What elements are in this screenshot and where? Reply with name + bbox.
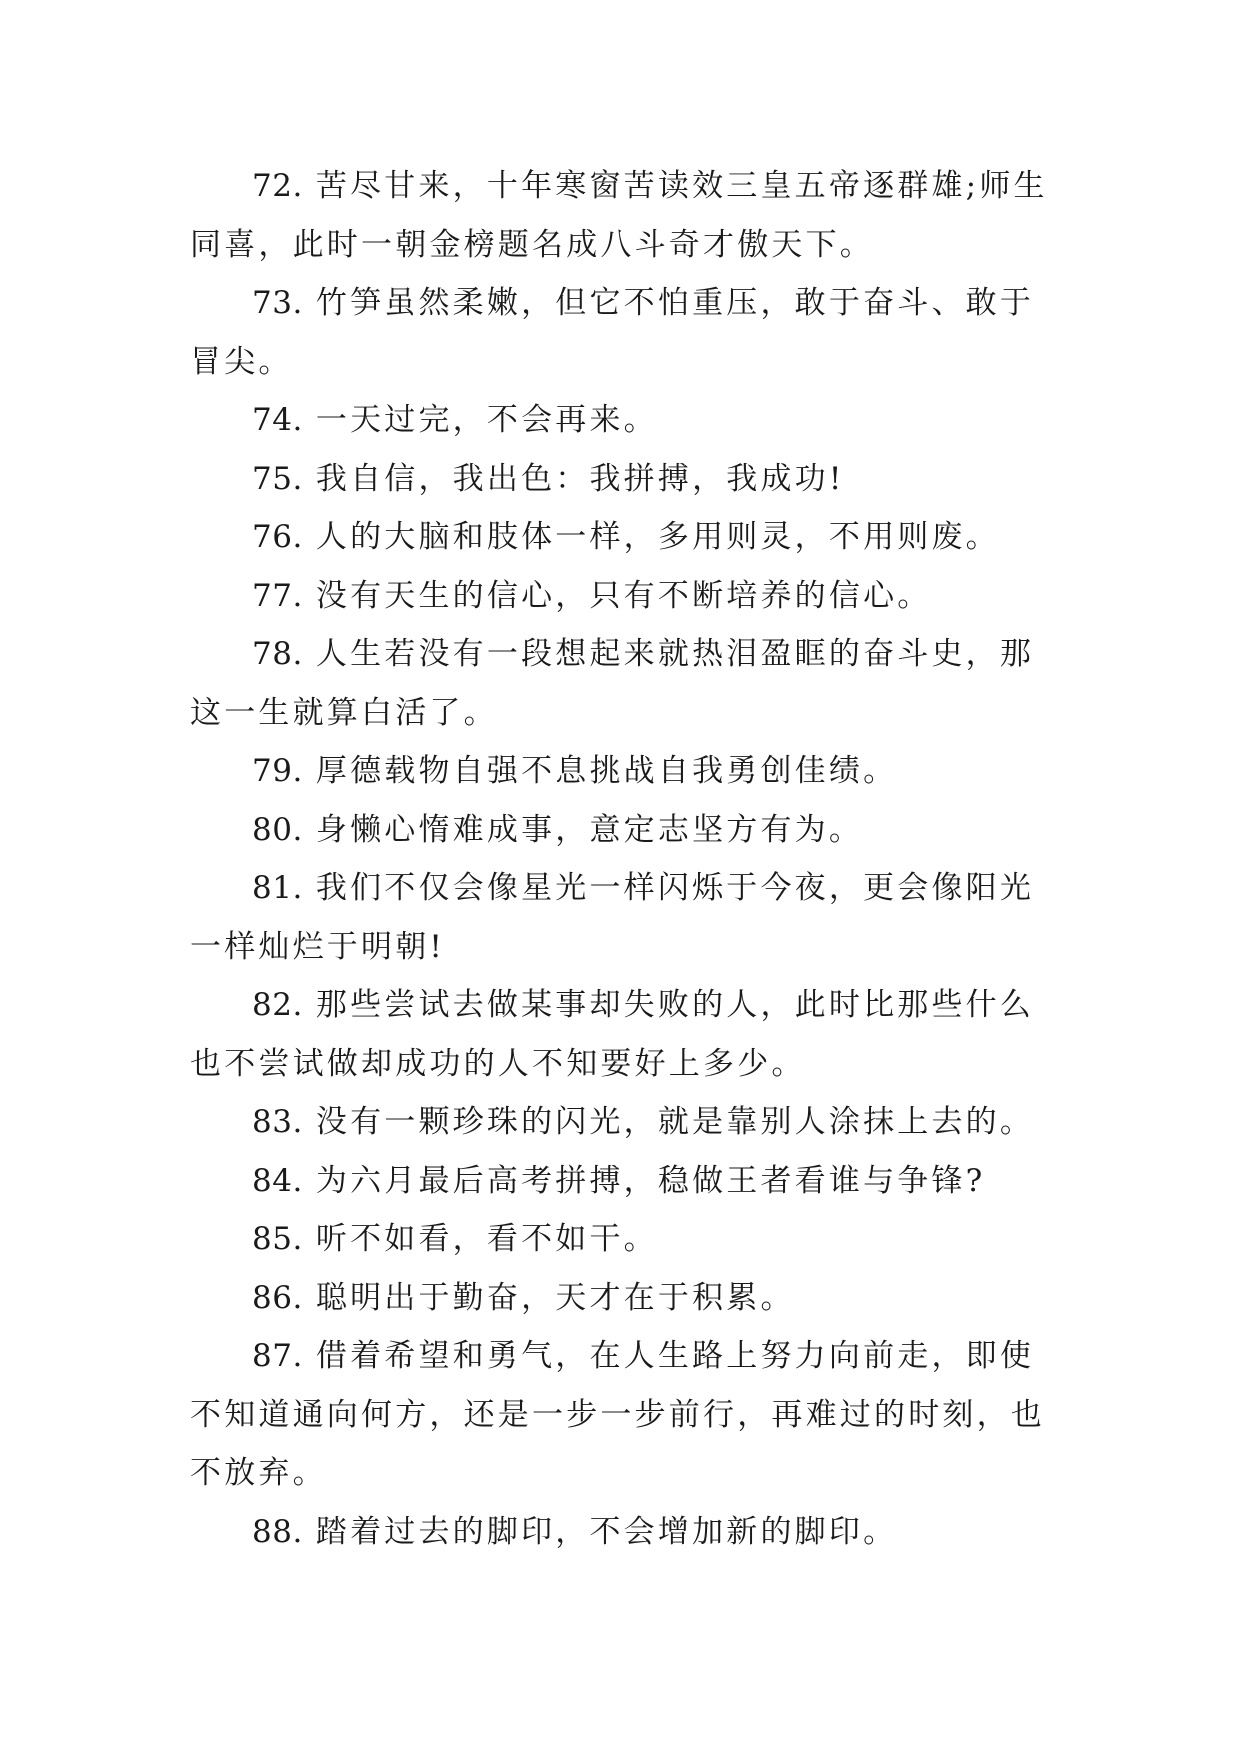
list-item xyxy=(190,391,1048,450)
item-number: 81. xyxy=(252,870,303,906)
item-number: 80. xyxy=(252,811,303,848)
list-item xyxy=(190,801,1048,860)
item-text: 聪明出于勤奋，天才在于积累。 xyxy=(315,1279,795,1316)
item-text: 一天过完，不会再来。 xyxy=(315,402,658,438)
list-item xyxy=(190,1210,1048,1269)
item-text: 听不如看，看不如干。 xyxy=(315,1221,658,1257)
list-item xyxy=(190,859,1048,976)
list-item xyxy=(190,1503,1048,1562)
item-text: 没有天生的信心，只有不断培养的信心。 xyxy=(315,577,932,614)
item-text: 踏着过去的脚印，不会增加新的脚印。 xyxy=(315,1513,898,1550)
item-number: 82. xyxy=(252,987,303,1023)
list-item xyxy=(190,976,1048,1093)
item-number: 73. xyxy=(252,285,303,321)
item-text: 人的大脑和肢体一样，多用则灵，不用则废。 xyxy=(315,519,1000,555)
item-number: 75. xyxy=(252,460,303,497)
quote-list xyxy=(190,157,1048,1561)
item-text: 我自信，我出色：我拼搏，我成功! xyxy=(315,460,845,497)
item-text: 我们不仅会像星光一样闪烁于今夜，更会像阳光一样灿烂于明朝! xyxy=(190,870,1035,965)
item-text: 借着希望和勇气，在人生路上努力向前走，即使不知道通向何方，还是一步一步前行，再难过的时刻，也不放弃。 xyxy=(190,1338,1045,1491)
item-number: 85. xyxy=(252,1221,303,1257)
list-item xyxy=(190,625,1048,742)
list-item xyxy=(190,1327,1048,1503)
item-number: 77. xyxy=(252,577,303,614)
list-item xyxy=(190,1093,1048,1152)
item-text: 没有一颗珍珠的闪光，就是靠别人涂抹上去的。 xyxy=(315,1104,1035,1140)
item-number: 83. xyxy=(252,1104,303,1140)
item-number: 72. xyxy=(252,168,303,204)
item-number: 84. xyxy=(252,1162,303,1199)
list-item xyxy=(190,1269,1048,1328)
item-number: 87. xyxy=(252,1338,303,1374)
list-item xyxy=(190,274,1048,391)
list-item xyxy=(190,157,1048,274)
item-text: 为六月最后高考拼搏，稳做王者看谁与争锋? xyxy=(315,1162,986,1199)
item-text: 竹笋虽然柔嫩，但它不怕重压，敢于奋斗、敢于冒尖。 xyxy=(190,285,1035,380)
item-number: 76. xyxy=(252,519,303,555)
list-item xyxy=(190,508,1048,567)
item-number: 74. xyxy=(252,402,303,438)
item-number: 88. xyxy=(252,1513,303,1550)
item-number: 86. xyxy=(252,1279,303,1316)
list-item xyxy=(190,1152,1048,1211)
item-text: 那些尝试去做某事却失败的人，此时比那些什么也不尝试做却成功的人不知要好上多少。 xyxy=(190,987,1035,1082)
list-item xyxy=(190,567,1048,626)
list-item xyxy=(190,450,1048,509)
item-text: 苦尽甘来，十年寒窗苦读效三皇五帝逐群雄;师生同喜，此时一朝金榜题名成八斗奇才傲天下。 xyxy=(190,168,1048,263)
item-number: 78. xyxy=(252,636,303,672)
item-text: 人生若没有一段想起来就热泪盈眶的奋斗史，那这一生就算白活了。 xyxy=(190,636,1035,731)
item-text: 厚德载物自强不息挑战自我勇创佳绩。 xyxy=(315,753,898,789)
item-number: 79. xyxy=(252,753,303,789)
list-item xyxy=(190,742,1048,801)
item-text: 身懒心惰难成事，意定志坚方有为。 xyxy=(315,811,864,848)
